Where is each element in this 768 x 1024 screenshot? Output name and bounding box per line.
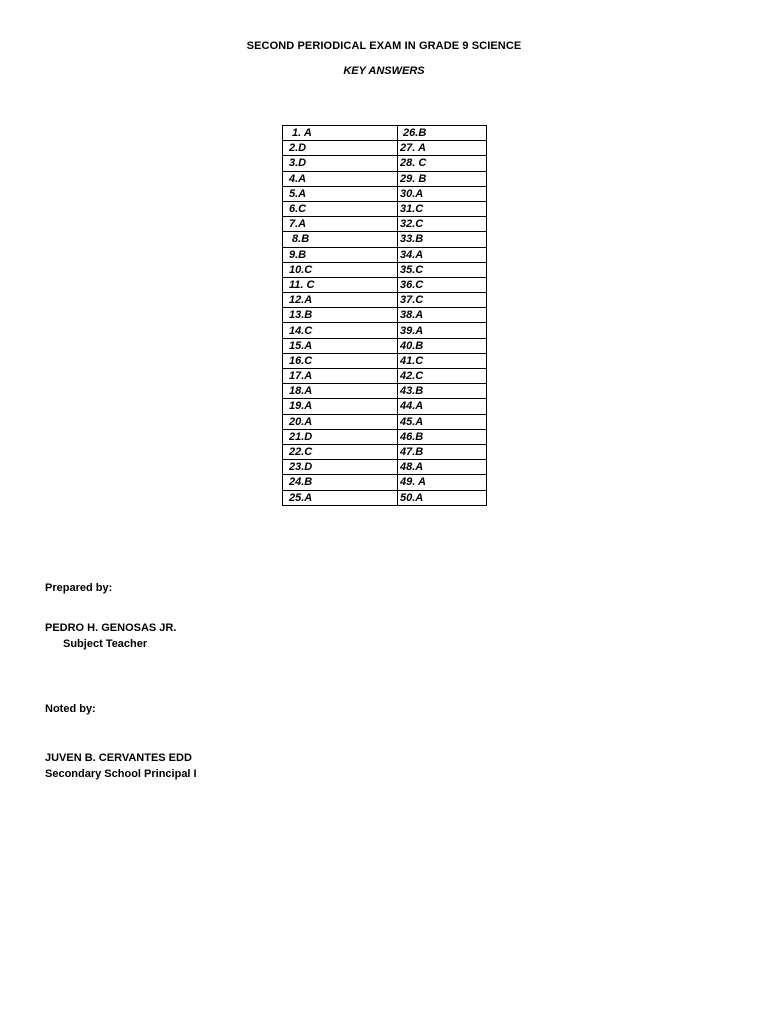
answer-row [283, 369, 487, 384]
answer-cell-right: 46.B [398, 429, 487, 444]
answer-cell-right: 35.C [398, 262, 487, 277]
answer-cell-left: 5.A [283, 186, 398, 201]
answer-cell-right: 33.B [398, 232, 487, 247]
answer-cell-left: 23.D [283, 460, 398, 475]
answer-row [283, 247, 487, 262]
answer-cell-right: 44.A [398, 399, 487, 414]
answer-cell-left: 17.A [283, 369, 398, 384]
answer-cell-left: 2.D [283, 141, 398, 156]
answer-cell-right: 49. A [398, 475, 487, 490]
answer-row [283, 414, 487, 429]
document-title: SECOND PERIODICAL EXAM IN GRADE 9 SCIENCE [246, 40, 522, 52]
noted-by-name: JUVEN B. CERVANTES EDD [45, 752, 192, 764]
answer-cell-left: 8.B [283, 232, 398, 247]
answer-cell-left: 18.A [283, 384, 398, 399]
noted-by-title: Secondary School Principal I [45, 768, 197, 780]
answer-row [283, 277, 487, 292]
answer-row [283, 217, 487, 232]
answer-cell-right: 39.A [398, 323, 487, 338]
answer-cell-left: 24.B [283, 475, 398, 490]
answer-row [283, 171, 487, 186]
answer-cell-right: 28. C [398, 156, 487, 171]
answer-row [283, 262, 487, 277]
answer-row [283, 293, 487, 308]
answer-cell-left: 1. A [283, 126, 398, 141]
answer-cell-right: 31.C [398, 201, 487, 216]
answer-cell-left: 14.C [283, 323, 398, 338]
answer-cell-left: 4.A [283, 171, 398, 186]
answer-cell-right: 36.C [398, 277, 487, 292]
answer-cell-left: 16.C [283, 353, 398, 368]
answer-cell-left: 7.A [283, 217, 398, 232]
answer-row [283, 308, 487, 323]
answer-cell-right: 32.C [398, 217, 487, 232]
answer-cell-right: 45.A [398, 414, 487, 429]
prepared-by-name: PEDRO H. GENOSAS JR. [45, 622, 177, 634]
answer-key-body [283, 126, 487, 506]
answer-cell-right: 40.B [398, 338, 487, 353]
answer-cell-right: 27. A [398, 141, 487, 156]
answer-cell-left: 3.D [283, 156, 398, 171]
answer-cell-right: 29. B [398, 171, 487, 186]
answer-row [283, 444, 487, 459]
answer-cell-left: 19.A [283, 399, 398, 414]
noted-by-label: Noted by: [45, 703, 96, 715]
answer-row [283, 156, 487, 171]
answer-cell-left: 9.B [283, 247, 398, 262]
answer-row [283, 490, 487, 505]
answer-cell-left: 20.A [283, 414, 398, 429]
answer-key-table [282, 125, 487, 506]
answer-cell-left: 21.D [283, 429, 398, 444]
answer-cell-left: 25.A [283, 490, 398, 505]
answer-cell-left: 13.B [283, 308, 398, 323]
answer-cell-right: 50.A [398, 490, 487, 505]
answer-cell-left: 15.A [283, 338, 398, 353]
answer-row [283, 201, 487, 216]
answer-cell-right: 30.A [398, 186, 487, 201]
answer-row [283, 460, 487, 475]
prepared-by-label: Prepared by: [45, 582, 113, 594]
answer-cell-right: 48.A [398, 460, 487, 475]
answer-cell-right: 37.C [398, 293, 487, 308]
answer-row [283, 353, 487, 368]
answer-cell-right: 42.C [398, 369, 487, 384]
answer-row [283, 384, 487, 399]
answer-cell-right: 38.A [398, 308, 487, 323]
answer-cell-left: 22.C [283, 444, 398, 459]
answer-row [283, 186, 487, 201]
answer-row [283, 141, 487, 156]
answer-row [283, 399, 487, 414]
answer-cell-left: 11. C [283, 277, 398, 292]
answer-row [283, 429, 487, 444]
answer-row [283, 338, 487, 353]
answer-cell-right: 47.B [398, 444, 487, 459]
answer-cell-left: 6.C [283, 201, 398, 216]
answer-cell-right: 43.B [398, 384, 487, 399]
answer-cell-left: 10.C [283, 262, 398, 277]
answer-cell-left: 12.A [283, 293, 398, 308]
answer-cell-right: 26.B [398, 126, 487, 141]
answer-row [283, 323, 487, 338]
prepared-by-title: Subject Teacher [63, 638, 148, 650]
answer-cell-right: 34.A [398, 247, 487, 262]
document-subtitle: KEY ANSWERS [343, 65, 425, 77]
answer-cell-right: 41.C [398, 353, 487, 368]
answer-row [283, 126, 487, 141]
answer-row [283, 475, 487, 490]
answer-row [283, 232, 487, 247]
